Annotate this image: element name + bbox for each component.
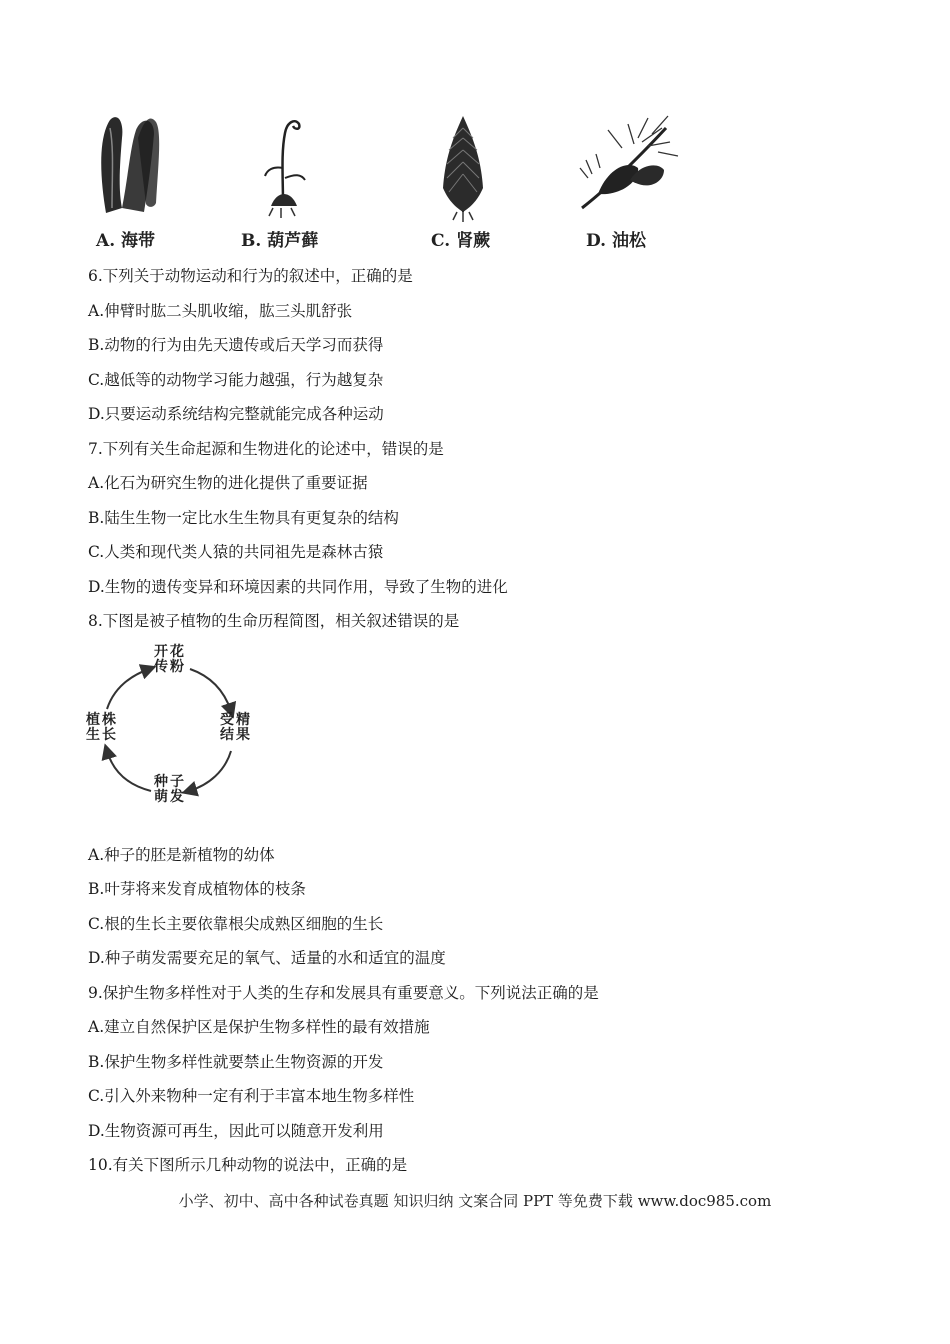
moss-image — [233, 108, 343, 223]
plants-figure — [88, 108, 688, 253]
q8-option-d: D.种子萌发需要充足的氧气、适量的水和适宜的温度 — [88, 949, 446, 967]
q8-option-b: B.叶芽将来发育成植物体的枝条 — [88, 880, 306, 898]
cycle-node-growth: 植株生长 — [86, 712, 118, 743]
q7-option-a: A.化石为研究生物的进化提供了重要证据 — [88, 474, 368, 492]
q9-option-b: B.保护生物多样性就要禁止生物资源的开发 — [88, 1053, 384, 1071]
plant-label-d: D. 油松 — [586, 231, 646, 251]
plant-fern — [423, 108, 533, 253]
q10-stem: 10.有关下图所示几种动物的说法中，正确的是 — [88, 1156, 408, 1174]
q6-stem: 6.下列关于动物运动和行为的叙述中，正确的是 — [88, 267, 413, 285]
plant-pine — [578, 108, 688, 253]
q9-option-d: D.生物资源可再生，因此可以随意开发利用 — [88, 1122, 384, 1140]
q9-option-a: A.建立自然保护区是保护生物多样性的最有效措施 — [88, 1018, 430, 1036]
q6-option-c: C.越低等的动物学习能力越强，行为越复杂 — [88, 371, 384, 389]
plant-label-a: A. 海带 — [96, 231, 156, 251]
fern-image — [423, 108, 533, 223]
cycle-node-germination: 种子萌发 — [154, 774, 186, 805]
q7-stem: 7.下列有关生命起源和生物进化的论述中，错误的是 — [88, 440, 444, 458]
q6-option-b: B.动物的行为由先天遗传或后天学习而获得 — [88, 336, 384, 354]
page-footer: 小学、初中、高中各种试卷真题 知识归纳 文案合同 PPT 等免费下载 www.doc985.com — [178, 1192, 772, 1210]
cycle-node-fruiting: 受精结果 — [220, 712, 252, 743]
q7-option-d: D.生物的遗传变异和环境因素的共同作用，导致了生物的进化 — [88, 578, 508, 596]
plant-label-b: B. 葫芦藓 — [241, 231, 319, 251]
q7-option-c: C.人类和现代类人猿的共同祖先是森林古猿 — [88, 543, 384, 561]
kelp-image — [88, 108, 198, 223]
pine-image — [578, 108, 688, 223]
q7-option-b: B.陆生生物一定比水生生物具有更复杂的结构 — [88, 509, 399, 527]
q6-option-d: D.只要运动系统结构完整就能完成各种运动 — [88, 405, 384, 423]
cycle-node-flowering: 开花传粉 — [154, 644, 186, 675]
plant-kelp — [88, 108, 198, 253]
life-cycle-diagram — [85, 643, 260, 813]
q6-option-a: A.伸臂时肱二头肌收缩，肱三头肌舒张 — [88, 302, 353, 320]
q8-option-a: A.种子的胚是新植物的幼体 — [88, 846, 275, 864]
q9-stem: 9.保护生物多样性对于人类的生存和发展具有重要意义。下列说法正确的是 — [88, 984, 599, 1002]
q8-stem: 8.下图是被子植物的生命历程简图，相关叙述错误的是 — [88, 612, 460, 630]
plant-label-c: C. 肾蕨 — [431, 231, 491, 251]
plant-moss — [233, 108, 343, 253]
q9-option-c: C.引入外来物种一定有利于丰富本地生物多样性 — [88, 1087, 415, 1105]
q8-option-c: C.根的生长主要依靠根尖成熟区细胞的生长 — [88, 915, 384, 933]
